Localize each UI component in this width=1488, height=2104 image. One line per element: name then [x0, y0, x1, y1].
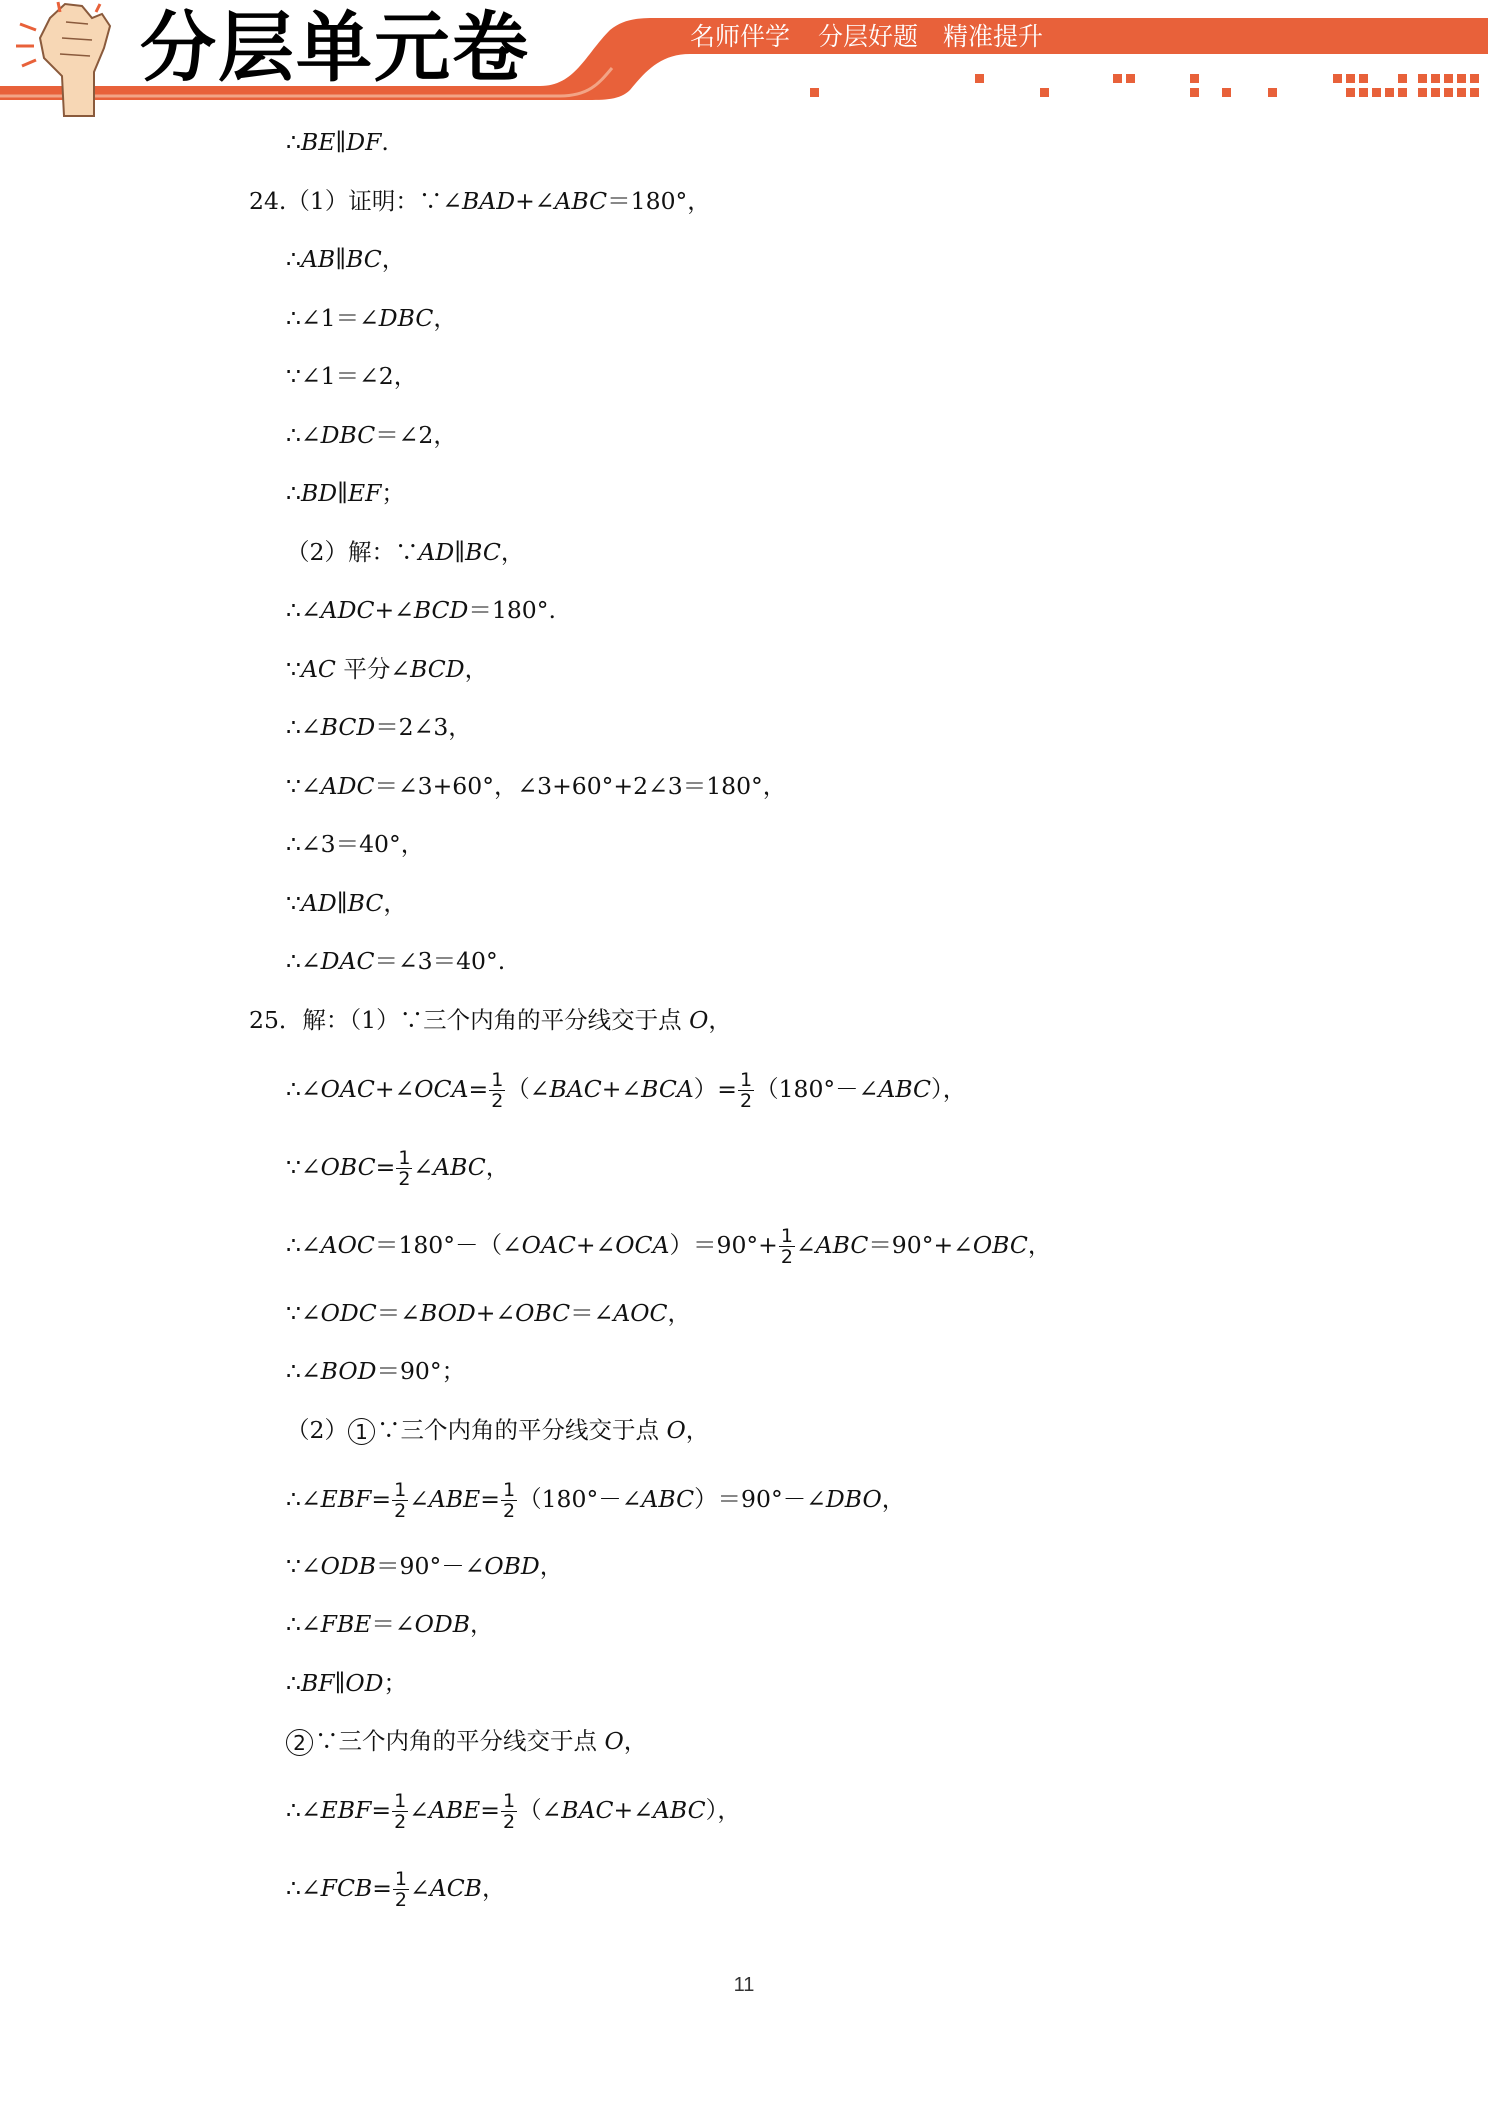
proof-line: ∴BD∥EF； — [286, 479, 405, 507]
slogan-2: 分层好题 — [818, 22, 919, 51]
proof-line: ∵AC 平分∠BCD， — [286, 655, 489, 683]
circled-number: 2 — [286, 1729, 313, 1756]
fraction: $\frac{1}{2}$ — [394, 1790, 407, 1833]
proof-line: ∵∠ODB＝90°－∠OBD， — [286, 1552, 564, 1580]
proof-line: ∴∠3＝40°， — [286, 830, 425, 858]
proof-line: ∴∠DAC＝∠3＝40°. — [286, 947, 506, 975]
proof-line: ∴∠EBF= $\frac{1}{2}$ ∠ABE= $\frac{1}{2}$ （∠BAC+∠ABC）， — [286, 1790, 741, 1833]
fraction: $\frac{1}{2}$ — [503, 1790, 516, 1833]
fraction: $\frac{1}{2}$ — [503, 1479, 516, 1522]
proof-line: ∴∠BOD＝90°； — [286, 1357, 466, 1385]
proof-line: ∵∠OBC= $\frac{1}{2}$ ∠ABC， — [286, 1147, 510, 1190]
proof-line: ∴∠FBE＝∠ODB， — [286, 1610, 494, 1638]
proof-line: ∴∠EBF= $\frac{1}{2}$ ∠ABE= $\frac{1}{2}$ （180°－∠ABC）＝90°－∠DBO， — [286, 1479, 906, 1522]
page-header — [0, 0, 1488, 130]
fraction: $\frac{1}{2}$ — [780, 1225, 793, 1268]
question-24-header: 24.（1）证明：∵∠BAD+∠ABC＝180°， — [249, 187, 711, 215]
fraction: $\frac{1}{2}$ — [491, 1069, 504, 1112]
proof-line: ∴AB∥BC， — [286, 245, 406, 273]
proof-line: ∴∠AOC＝180°－（∠OAC+∠OCA）＝90°+ $\frac{1}{2}$ ∠ABC＝90°+∠OBC， — [286, 1225, 1052, 1268]
brand-title: 分层单元卷 — [140, 3, 530, 92]
proof-line: ∴BE∥DF. — [286, 128, 389, 156]
fraction: $\frac{1}{2}$ — [739, 1069, 753, 1112]
proof-line: ∴BF∥OD； — [286, 1669, 407, 1697]
proof-line: ∴∠1＝∠DBC， — [286, 304, 457, 332]
fraction: $\frac{1}{2}$ — [394, 1868, 408, 1911]
proof-line: ∵AD∥BC， — [286, 889, 407, 917]
dot-pattern — [810, 74, 1479, 97]
proof-line: ∵∠ODC＝∠BOD+∠OBC＝∠AOC， — [286, 1299, 692, 1327]
page-number: 11 — [733, 1974, 755, 1996]
question-25-part-2: （2） 1 ∵三个内角的平分线交于点 O， — [286, 1416, 710, 1444]
question-24-part-2: （2）解：∵AD∥BC， — [286, 538, 525, 566]
question-25-header: 25．解：（1）∵三个内角的平分线交于点 O， — [249, 1006, 732, 1034]
proof-line: ∴∠DBC＝∠2， — [286, 421, 457, 449]
fraction: $\frac{1}{2}$ — [398, 1147, 411, 1190]
proof-line: ∵∠1＝∠2， — [286, 362, 418, 390]
proof-line: ∴∠FCB= $\frac{1}{2}$ ∠ACB， — [286, 1868, 506, 1911]
proof-line: ∵∠ADC＝∠3+60°，∠3+60°+2∠3＝180°， — [286, 772, 787, 800]
question-25-part-2b: 2 ∵三个内角的平分线交于点 O， — [286, 1724, 647, 1758]
circled-number: 1 — [348, 1418, 375, 1445]
proof-line: ∴∠OAC+∠OCA= $\frac{1}{2}$ （∠BAC+∠BCA）= $\frac{1}{2}$ （180°－∠ABC）， — [286, 1069, 967, 1112]
fraction: $\frac{1}{2}$ — [394, 1479, 407, 1522]
slogan-3: 精准提升 — [943, 22, 1044, 51]
proof-line: ∴∠ADC+∠BCD＝180°. — [286, 596, 556, 624]
slogan-1: 名师伴学 — [690, 22, 791, 51]
proof-line: ∴∠BCD＝2∠3， — [286, 713, 472, 741]
